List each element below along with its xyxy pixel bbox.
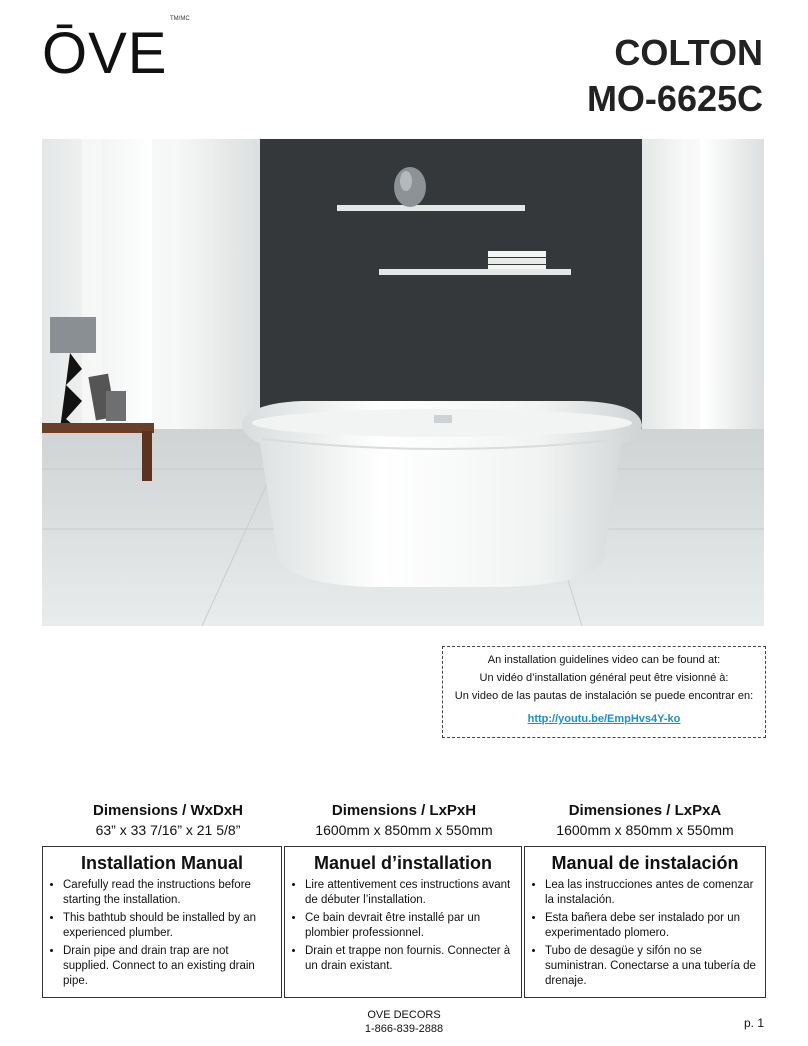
trademark-mark: TM/MC (170, 16, 190, 22)
manual-box-fr (284, 846, 522, 998)
dimensions-value: 1600mm x 850mm x 550mm (315, 822, 493, 838)
manual-box-es (524, 846, 766, 998)
logo-text: ŌVE (42, 21, 168, 86)
list-item: • This bathtub should be installed by an experienced plumber. (63, 911, 277, 941)
manual-title: Manual de instalación (551, 853, 739, 873)
list-item: • Tubo de desagüe y sifón no se suministran. Conectarse a una tubería de drenaje. (545, 944, 761, 989)
video-line-en: An installation guidelines video can be found at: (487, 654, 721, 666)
manual-list (285, 878, 521, 974)
dimensions-label: Dimensions / LxPxH (331, 802, 477, 819)
dimensions-label: Dimensiones / LxPxA (568, 802, 722, 819)
product-model: MO-6625C (586, 78, 763, 119)
dimensions-spanish (520, 802, 770, 840)
list-item: • Lire attentivement ces instructions avant de débuter l’installation. (305, 878, 517, 908)
manual-title: Installation Manual (80, 853, 244, 873)
video-info-box (442, 646, 766, 738)
manual-list (43, 878, 281, 989)
dimensions-french (279, 802, 529, 840)
footer-phone: 1-866-839-2888 (364, 1023, 444, 1035)
manual-list (525, 878, 765, 989)
list-item: • Ce bain devrait être installé par un plombier professionnel. (305, 911, 517, 941)
product-title (587, 30, 763, 122)
product-name: COLTON (614, 32, 763, 73)
manual-box-en (42, 846, 282, 998)
product-photo (42, 139, 764, 626)
dimensions-value: 63” x 33 7/16” x 21 5/8” (95, 822, 241, 838)
brand-logo (42, 14, 202, 94)
dimensions-imperial (43, 802, 293, 840)
bathroom-illustration (42, 139, 764, 626)
footer-company: OVE DECORS (367, 1009, 441, 1021)
list-item: • Lea las instrucciones antes de comenzar la instalación. (545, 878, 761, 908)
list-item: • Carefully read the instructions before starting the installation. (63, 878, 277, 908)
list-item: • Esta bañera debe ser instalado por un experimentado plomero. (545, 911, 761, 941)
dimensions-value: 1600mm x 850mm x 550mm (556, 822, 734, 838)
video-link[interactable]: http://youtu.be/EmpHvs4Y-ko (527, 713, 681, 725)
dimensions-label: Dimensions / WxDxH (92, 802, 244, 819)
video-line-es: Un video de las pautas de instalación se puede encontrar en: (454, 690, 754, 702)
list-item: • Drain et trappe non fournis. Connecter à un drain existant. (305, 944, 517, 974)
video-line-fr: Un vidéo d’installation général peut être visionné à: (479, 672, 729, 684)
list-item: • Drain pipe and drain trap are not supplied. Connect to an existing drain pipe. (63, 944, 277, 989)
page-number: p. 1 (743, 1016, 764, 1030)
footer (0, 1008, 808, 1036)
manual-title: Manuel d’installation (313, 853, 492, 873)
